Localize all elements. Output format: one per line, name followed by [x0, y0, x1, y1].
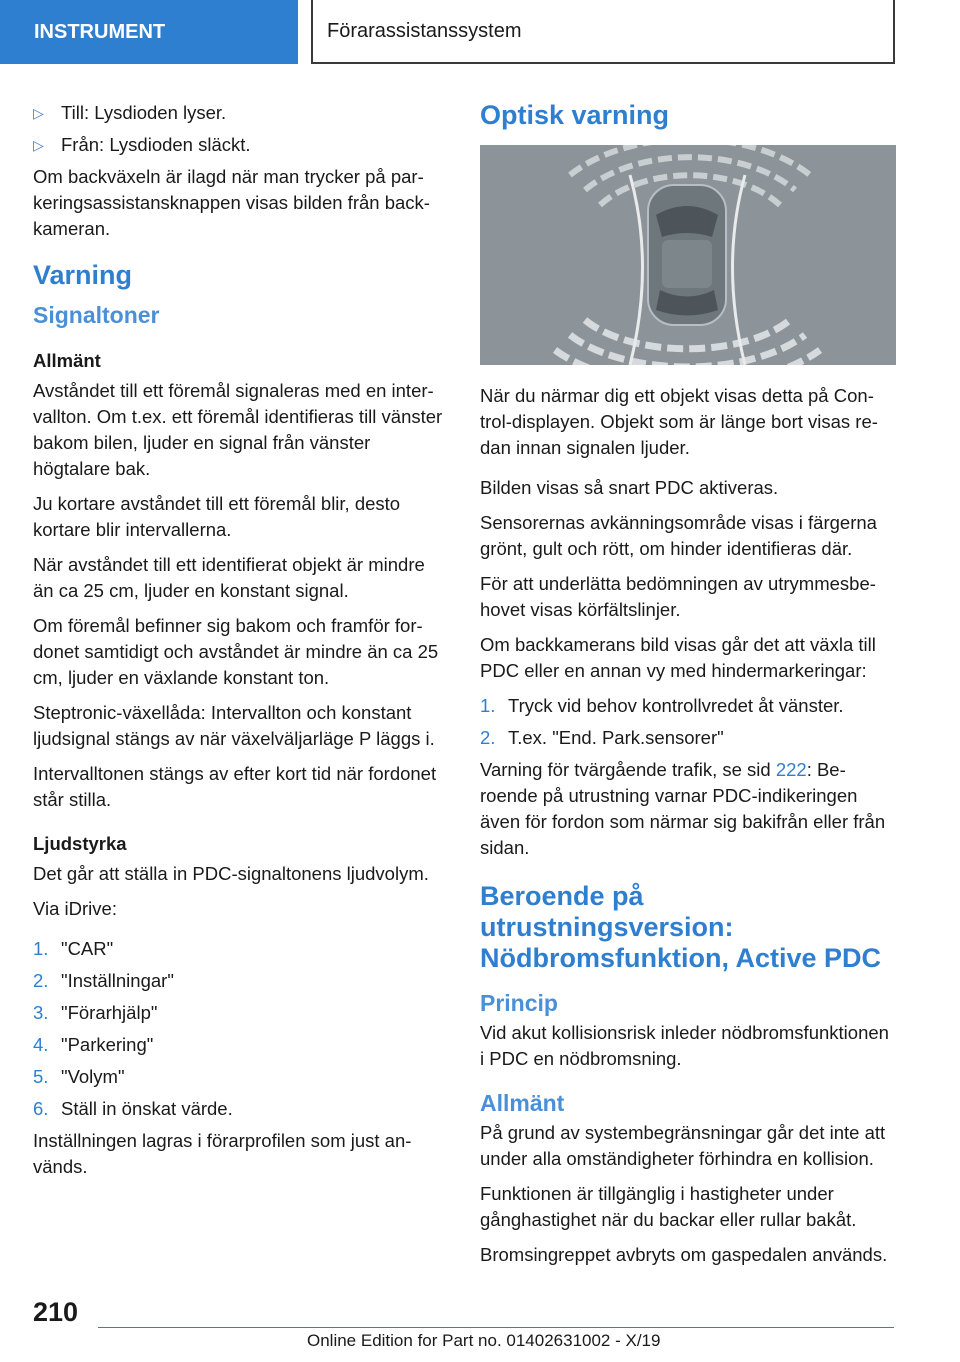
right-column — [480, 100, 896, 1277]
paragraph: Sensorernas avkänningsområde visas i färgerna grönt, gult och rött, om hinder identifieras där. — [480, 512, 877, 559]
paragraph: Ju kortare avståndet till ett föremål blir, desto kortare blir intervallerna. — [33, 493, 401, 540]
heading-optisk-varning: Optisk varning — [480, 100, 670, 130]
paragraph: Om backväxeln är ilagd när man trycker på parkeringsassistansknappen visas bilden från backkameran. — [33, 166, 430, 239]
left-column — [33, 100, 447, 1189]
paragraph: Om backkamerans bild visas går det att växla till PDC eller en annan vy med hindermarkeringar: — [480, 634, 876, 681]
heading-princip: Princip — [480, 990, 558, 1016]
paragraph: Via iDrive: — [33, 898, 117, 919]
page-reference-link[interactable]: 222 — [775, 759, 807, 780]
list-item: 6. Ställ in önskat värde. — [33, 1098, 233, 1119]
page-header — [0, 0, 960, 66]
list-item: 1. "CAR" — [33, 938, 114, 959]
paragraph: När du närmar dig ett objekt visas detta på Control-displayen. Objekt som är länge bort visas redan innan signalen ljuder. — [480, 385, 878, 458]
paragraph: Funktionen är tillgänglig i hastigheter under gånghastighet när du backar eller rullar bakåt. — [480, 1183, 857, 1230]
list-item: ▷ Till: Lysdioden lyser. — [33, 100, 447, 126]
paragraph: Varning för tvärgående trafik, se sid 222: Beroende på utrustning varnar PDC-indikeringen även för fordon som närmar sig bakifrån eller från sidan. — [480, 759, 886, 858]
list-item: 2. "Inställningar" — [33, 970, 174, 991]
paragraph: Steptronic-växellåda: Intervallton och konstant ljudsignal stängs av när växelväljarläge P läggs i. — [33, 702, 435, 749]
triangle-bullet-icon: ▷ — [33, 137, 44, 153]
paragraph: Bilden visas så snart PDC aktiveras. — [480, 477, 779, 498]
list-item: 4. "Parkering" — [33, 1034, 154, 1055]
paragraph: Vid akut kollisionsrisk inleder nödbromsfunktionen i PDC en nödbromsning. — [480, 1022, 889, 1069]
paragraph: För att underlätta bedömningen av utrymmesbehovet visas körfältslinjer. — [480, 573, 876, 620]
heading-beroende: Beroende på utrustningsversion: Nödbromsfunktion, Active PDC — [480, 881, 882, 973]
footer-divider — [98, 1327, 894, 1328]
list-item: ▷ Från: Lysdioden släckt. — [33, 132, 447, 158]
paragraph: Intervalltonen stängs av efter kort tid när fordonet står stilla. — [33, 763, 437, 810]
edition-label: Online Edition for Part no. 01402631002 - X/19 — [307, 1331, 661, 1350]
section-tab[interactable]: INSTRUMENT — [0, 0, 298, 64]
paragraph: Om föremål befinner sig bakom och framför fordonet samtidigt och avståndet är mindre än ca 25 cm, ljuder en växlande konstant ton. — [33, 615, 439, 688]
heading-signaltoner: Signaltoner — [33, 302, 160, 328]
paragraph: Det går att ställa in PDC-signaltonens ljudvolym. — [33, 863, 429, 884]
list-item: 1. Tryck vid behov kontrollvredet åt vänster. — [480, 695, 844, 716]
heading-varning: Varning — [33, 260, 133, 290]
page-number: 210 — [33, 1297, 79, 1327]
list-item: 3. "Förarhjälp" — [33, 1002, 158, 1023]
pdc-display-image — [480, 145, 896, 365]
triangle-bullet-icon: ▷ — [33, 105, 44, 121]
list-item: 5. "Volym" — [33, 1066, 125, 1087]
paragraph: Inställningen lagras i förarprofilen som just används. — [33, 1130, 412, 1177]
heading-allmant: Allmänt — [33, 350, 101, 371]
paragraph: Avståndet till ett föremål signaleras med en intervallton. Om t.ex. ett föremål identifieras till vänster bakom bilen, ljuder en signal från vänster högtalare bak. — [33, 380, 443, 479]
paragraph: På grund av systembegränsningar går det inte att under alla omständigheter förhindra en kollision. — [480, 1122, 886, 1169]
heading-allmant: Allmänt — [480, 1090, 565, 1116]
paragraph: När avståndet till ett identifierat objekt är mindre än ca 25 cm, ljuder en konstant signal. — [33, 554, 425, 601]
chapter-title: Förarassistanssystem — [311, 0, 895, 64]
paragraph: Bromsingreppet avbryts om gaspedalen används. — [480, 1244, 888, 1265]
heading-ljudstyrka: Ljudstyrka — [33, 833, 127, 854]
list-item: 2. T.ex. "End. Park.sensorer" — [480, 727, 724, 748]
